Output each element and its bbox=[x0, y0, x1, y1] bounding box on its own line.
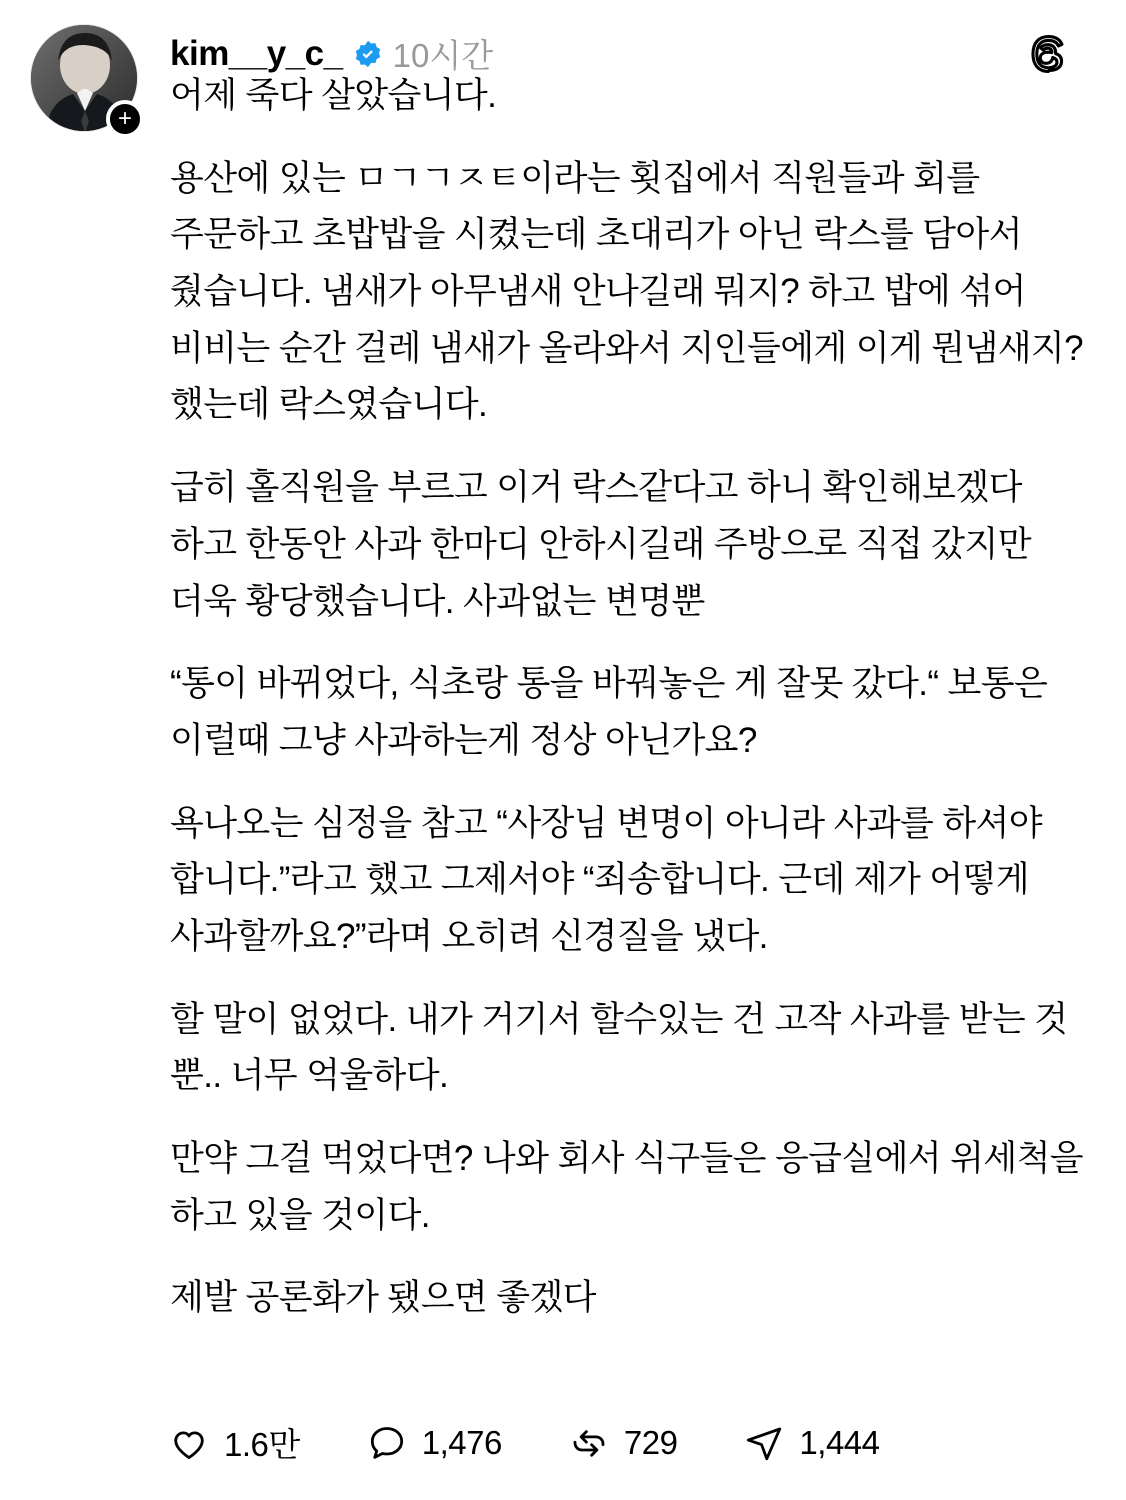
post-paragraph: “통이 바뀌었다, 식초랑 통을 바꿔놓은 게 잘못 갔다.“ 보통은 이럴때 그냥 사과하는게 정상 아닌가요? bbox=[170, 664, 1048, 760]
like-count: 1.6만 bbox=[224, 1426, 300, 1463]
avatar-container[interactable] bbox=[30, 24, 142, 136]
post-paragraph: 어제 죽다 살았습니다. bbox=[170, 76, 497, 115]
threads-logo-icon[interactable] bbox=[1026, 32, 1070, 76]
post-paragraph: 욕나오는 심정을 참고 “사장님 변명이 아니라 사과를 하셔야 합니다.”라고 했고 그제서야 “죄송합니다. 근데 제가 어떻게 사과할까요?”라며 오히려 신경질을 냈다. bbox=[170, 803, 1042, 956]
follow-button[interactable]: + bbox=[106, 100, 144, 138]
heart-icon[interactable] bbox=[168, 1422, 210, 1464]
reply-action[interactable] bbox=[366, 1422, 502, 1464]
reply-count: 1,476 bbox=[421, 1423, 502, 1461]
post-paragraph: 만약 그걸 먹었다면? 나와 회사 식구들은 응급실에서 위세척을 하고 있을 것이다. bbox=[170, 1139, 1083, 1235]
post-body bbox=[170, 68, 1096, 1327]
post-paragraph: 할 말이 없었다. 내가 거기서 할수있는 건 고작 사과를 받는 것 뿐.. 너무 억울하다. bbox=[170, 999, 1068, 1096]
repost-count: 729 bbox=[623, 1423, 678, 1461]
user-info bbox=[170, 30, 493, 77]
post-paragraph: 용산에 있는 ㅁㄱㄱㅈㅌ이라는 횟집에서 직원들과 회를 주문하고 초밥밥을 시켰는데 초대리가 아닌 락스를 담아서 줬습니다. 냄새가 아무냄새 안나길래 뭐지? 하고 밥에 섞어 비비는 순간 걸레 냄새가 올라와서 지인들에게 이게 뭔냄새지? 했는데 락스였습니다. bbox=[170, 158, 1083, 425]
repost-action[interactable] bbox=[568, 1422, 678, 1464]
share-action[interactable] bbox=[743, 1422, 879, 1464]
like-action[interactable] bbox=[168, 1419, 300, 1466]
post-paragraph: 급히 홀직원을 부르고 이거 락스같다고 하니 확인해보겠다 하고 한동안 사과 한마디 안하시길래 주방으로 직접 갔지만 더욱 황당했습니다. 사과없는 변명뿐 bbox=[170, 468, 1031, 621]
repost-icon[interactable] bbox=[568, 1422, 610, 1464]
post-timestamp: 10시간 bbox=[392, 37, 494, 74]
post-actions bbox=[168, 1419, 880, 1466]
username[interactable]: kim__y_c_ bbox=[170, 33, 343, 73]
verified-badge-icon bbox=[353, 39, 383, 69]
post-paragraph: 제발 공론화가 됐으면 좋겠다 bbox=[170, 1278, 596, 1318]
comment-icon[interactable] bbox=[366, 1422, 408, 1464]
share-count: 1,444 bbox=[799, 1423, 880, 1461]
share-icon[interactable] bbox=[743, 1422, 785, 1464]
